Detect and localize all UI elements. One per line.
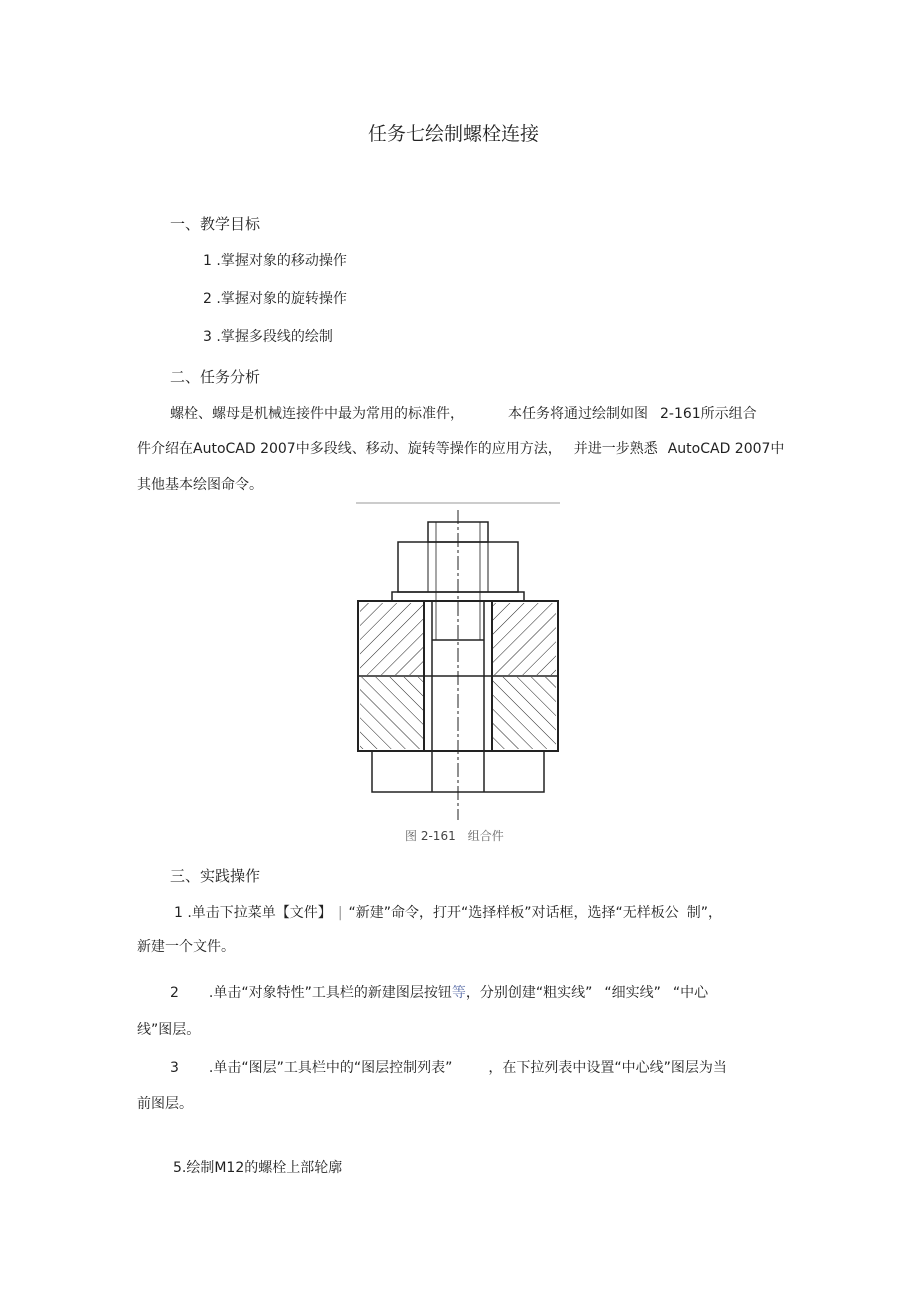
step-line: 前图层。 xyxy=(137,1096,193,1112)
figure-caption: 图 2-161 组合件 xyxy=(405,829,504,843)
list-item: 3 .掌握多段线的绘制 xyxy=(203,329,333,345)
bolt-assembly-drawing xyxy=(356,502,560,822)
paragraph-line: 件介绍在AutoCAD 2007中多段线、移动、旋转等操作的应用方法， 并进一步熟悉 AutoCAD 2007中 xyxy=(137,441,785,457)
step-line: 线”图层。 xyxy=(137,1022,201,1038)
step-line: 5.绘制M12的螺栓上部轮廓 xyxy=(173,1160,343,1176)
section2-heading: 二、任务分析 xyxy=(170,368,261,386)
list-item: 2 .掌握对象的旋转操作 xyxy=(203,291,347,307)
paragraph-line: 螺栓、螺母是机械连接件中最为常用的标准件， 本任务将通过绘制如图 2-161所示组合 xyxy=(170,406,757,422)
step-line: 3 .单击“图层”工具栏中的“图层控制列表” ，在下拉列表中设置“中心线”图层为当 xyxy=(170,1060,727,1076)
list-item: 1 .掌握对象的移动操作 xyxy=(203,253,347,269)
page-title: 任务七绘制螺栓连接 xyxy=(368,123,540,145)
section3-heading: 三、实践操作 xyxy=(170,867,261,885)
paragraph-line: 其他基本绘图命令。 xyxy=(137,477,263,493)
step-line: 新建一个文件。 xyxy=(137,939,235,955)
section1-heading: 一、教学目标 xyxy=(170,215,261,233)
step-line: 1 .单击下拉菜单【文件】 | “新建”命令，打开“选择样板”对话框，选择“无样板公 制”， xyxy=(174,905,723,921)
step-line: 2 .单击“对象特性”工具栏的新建图层按钮等，分别创建“粗实线” “细实线” “中心 xyxy=(170,985,709,1001)
